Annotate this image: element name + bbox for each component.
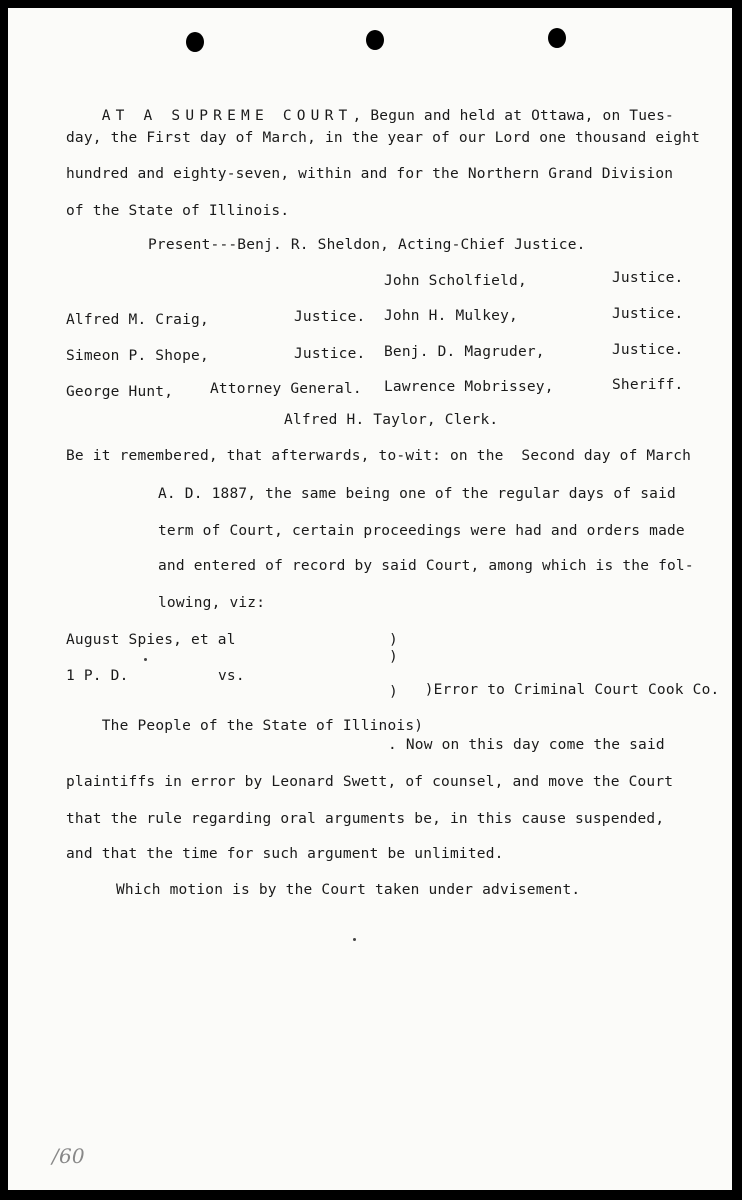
case-error-line: )Error to Criminal Court Cook Co. <box>424 682 720 698</box>
present-line: Present---Benj. R. Sheldon, Acting-Chief Justice. <box>148 237 586 253</box>
clerk-line: Alfred H. Taylor, Clerk. <box>284 412 499 428</box>
roster-left-title-1: Justice. <box>294 309 366 325</box>
caption-line-2: day, the First day of March, in the year of our Lord one thousand eight <box>66 130 701 146</box>
motion-line-4: and that the time for such argument be unlimited. <box>66 846 504 862</box>
case-paren-1: ) <box>389 632 398 648</box>
case-error: Error to Criminal Court Cook Co. <box>433 682 720 698</box>
case-vs: vs. <box>218 668 245 684</box>
roster-right-name-3: Benj. D. Magruder, <box>384 344 545 360</box>
stray-mark <box>144 658 147 661</box>
caption-line-4: of the State of Illinois. <box>66 203 290 219</box>
recital-line-5: lowing, viz: <box>158 595 266 611</box>
document-page <box>8 8 732 1190</box>
caption-line-1: AT A SUPREME COURT, Begun and held at Ottawa, on Tues- <box>101 108 674 124</box>
case-paren-2: ) <box>389 649 398 665</box>
case-defendant-line: The People of the State of Illinois) <box>101 718 424 734</box>
case-defendant: The People of the State of Illinois <box>101 718 415 734</box>
motion-line-2: plaintiffs in error by Leonard Swett, of counsel, and move the Court <box>66 774 674 790</box>
roster-left-title-3: Attorney General. <box>210 381 362 397</box>
recital-line-1: Be it remembered, that afterwards, to-wit: on the Second day of March <box>66 448 692 464</box>
punch-hole-right <box>548 28 566 48</box>
case-abbrev: 1 P. D. <box>66 668 129 684</box>
roster-left-name-2: Simeon P. Shope, <box>66 348 209 364</box>
roster-right-title-4: Sheriff. <box>612 377 684 393</box>
roster-right-name-4: Lawrence Mobrissey, <box>384 379 554 395</box>
punch-hole-center <box>366 30 384 50</box>
roster-left-name-3: George Hunt, <box>66 384 174 400</box>
roster-right-name-1: John Scholfield, <box>384 273 527 289</box>
roster-left-name-1: Alfred M. Craig, <box>66 312 209 328</box>
roster-right-title-2: Justice. <box>612 306 684 322</box>
stray-mark <box>353 938 356 941</box>
punch-hole-left <box>186 32 204 52</box>
case-paren-3: ) <box>389 684 398 700</box>
caption-line-3: hundred and eighty-seven, within and for the Northern Grand Division <box>66 166 674 182</box>
roster-right-name-2: John H. Mulkey, <box>384 308 518 324</box>
roster-right-title-1: Justice. <box>612 270 684 286</box>
motion-line-3: that the rule regarding oral arguments be, in this cause suspended, <box>66 811 665 827</box>
recital-line-3: term of Court, certain proceedings were had and orders made <box>158 523 685 539</box>
roster-right-title-3: Justice. <box>612 342 684 358</box>
motion-line-1: . Now on this day come the said <box>388 737 665 753</box>
page-number-annotation: /60 <box>52 1144 85 1168</box>
roster-left-title-2: Justice. <box>294 346 366 362</box>
recital-line-4: and entered of record by said Court, among which is the fol- <box>158 558 694 574</box>
order-line: Which motion is by the Court taken under advisement. <box>116 882 581 898</box>
case-plaintiff: August Spies, et al <box>66 632 236 648</box>
recital-line-2: A. D. 1887, the same being one of the regular days of said <box>158 486 676 502</box>
